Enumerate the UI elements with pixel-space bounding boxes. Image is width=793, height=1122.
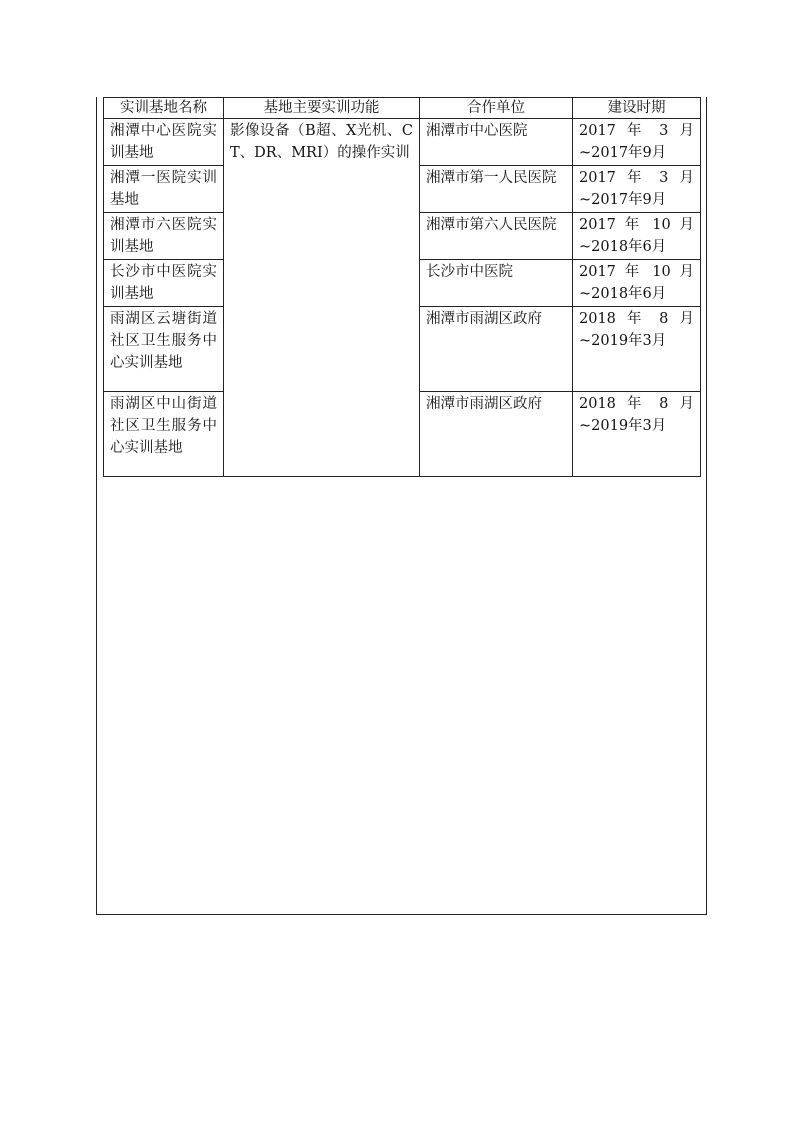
header-build-period: 建设时期 [573,98,701,119]
period-start: 2017 年 3 月 [579,170,694,186]
build-period-cell [573,307,701,392]
period-end: ~2019年3月 [579,333,667,349]
partner-cell: 长沙市中医院 [420,260,573,307]
base-name-cell: 湘潭市六医院实训基地 [104,213,224,260]
period-end: ~2017年9月 [579,145,667,161]
partner-cell: 湘潭市第一人民医院 [420,166,573,213]
partner-cell: 湘潭市雨湖区政府 [420,307,573,392]
base-name-cell: 湘潭中心医院实训基地 [104,119,224,166]
build-period-cell [573,119,701,166]
period-start: 2018 年 8 月 [579,396,694,412]
base-name-cell: 雨湖区云塘街道社区卫生服务中心实训基地 [104,307,224,392]
period-end: ~2019年3月 [579,418,667,434]
base-name-cell: 湘潭一医院实训基地 [104,166,224,213]
period-start: 2017 年 10 月 [579,264,694,280]
period-start: 2017 年 10 月 [579,217,694,233]
table-header-row [104,98,701,119]
build-period-cell [573,213,701,260]
training-base-table [103,97,701,477]
partner-cell: 湘潭市雨湖区政府 [420,392,573,477]
period-end: ~2018年6月 [579,239,667,255]
header-base-name: 实训基地名称 [104,98,224,119]
base-name-cell: 长沙市中医院实训基地 [104,260,224,307]
period-start: 2018 年 8 月 [579,311,694,327]
base-name-cell: 雨湖区中山街道社区卫生服务中心实训基地 [104,392,224,477]
partner-cell: 湘潭市中心医院 [420,119,573,166]
build-period-cell [573,392,701,477]
header-base-function: 基地主要实训功能 [224,98,420,119]
build-period-cell [573,166,701,213]
base-function-cell: 影像设备（B超、X光机、CT、DR、MRI）的操作实训 [224,119,420,477]
period-end: ~2017年9月 [579,192,667,208]
period-end: ~2018年6月 [579,286,667,302]
period-start: 2017 年 3 月 [579,123,694,139]
table-row [104,119,701,166]
header-partner: 合作单位 [420,98,573,119]
build-period-cell [573,260,701,307]
partner-cell: 湘潭市第六人民医院 [420,213,573,260]
